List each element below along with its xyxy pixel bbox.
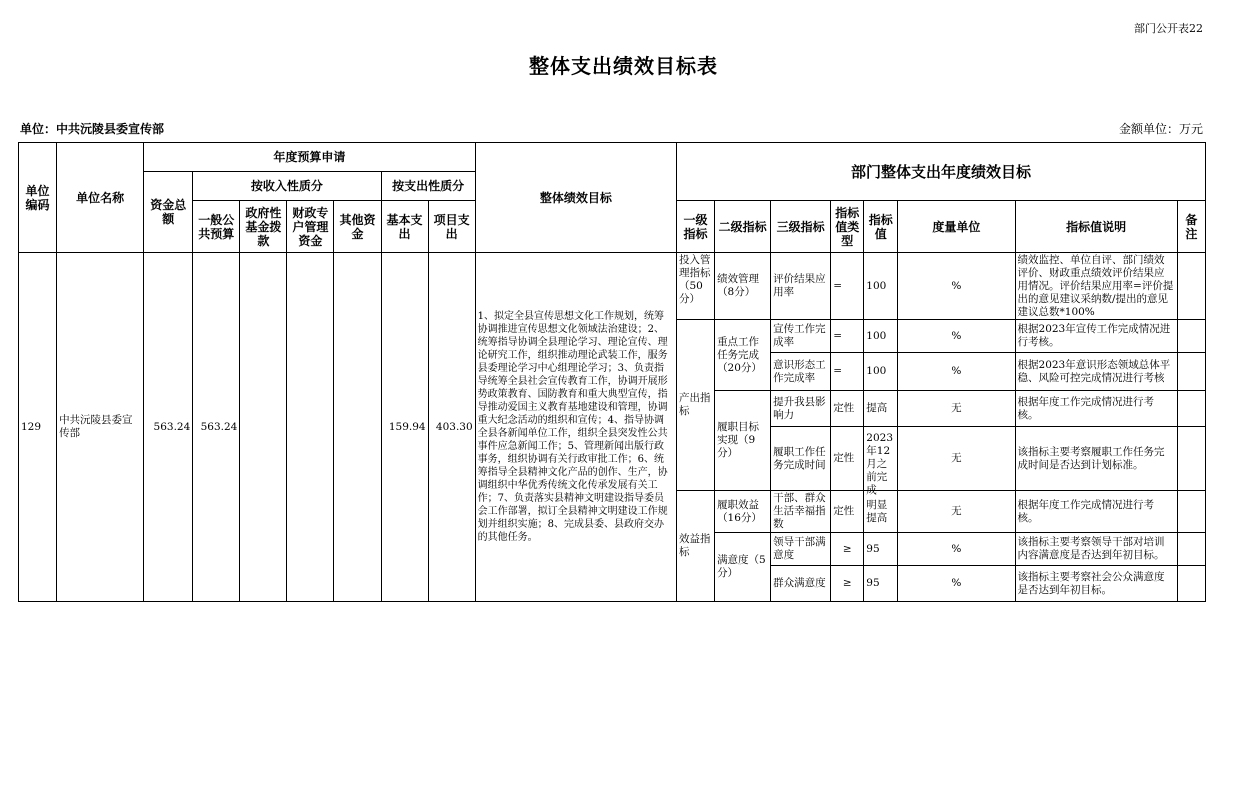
level2-cell: 履职目标实现（9分）: [715, 391, 771, 491]
value-desc-cell: 根据年度工作完成情况进行考核。: [1015, 491, 1177, 533]
value-desc-cell: 该指标主要考察社会公众满意度是否达到年初目标。: [1015, 566, 1177, 602]
project-expense-cell: 403.30: [428, 253, 475, 602]
value-cell: 提高: [864, 391, 898, 427]
header-value-type: 指标值类型: [831, 201, 864, 253]
value-desc-cell: 该指标主要考察履职工作任务完成时间是否达到计划标准。: [1015, 427, 1177, 491]
remark-cell: [1177, 253, 1205, 320]
value-desc-cell: 该指标主要考察领导干部对培训内容满意度是否达到年初目标。: [1015, 533, 1177, 566]
gov-fund-cell: [240, 253, 287, 602]
level3-cell: 意识形态工作完成率: [771, 353, 831, 391]
total-funds-cell: 563.24: [144, 253, 193, 602]
header-level3: 三级指标: [771, 201, 831, 253]
value-type-cell: =: [831, 320, 864, 353]
measure-unit-cell: 无: [898, 491, 1015, 533]
level2-cell: 满意度（5分）: [715, 533, 771, 602]
measure-unit-cell: 无: [898, 427, 1015, 491]
level3-cell: 干部、群众生活幸福指数: [771, 491, 831, 533]
measure-unit-cell: 无: [898, 391, 1015, 427]
level3-cell: 宣传工作完成率: [771, 320, 831, 353]
header-project-expense: 项目支出: [428, 201, 475, 253]
value-desc-text: 绩效监控、单位自评、部门绩效评价、财政重点绩效评价结果应用情况。评价结果应用率=评价提出的意见建议采纳数/提出的意见建议总数*100%: [1017, 254, 1174, 318]
unit-line: 单位：中共沅陵县委宣传部: [20, 122, 165, 136]
level3-cell: 履职工作任务完成时间: [771, 427, 831, 491]
value-cell: 明显提高: [864, 491, 898, 533]
header-other-funds: 其他资金: [334, 201, 381, 253]
level1-cell: 产出指标: [677, 320, 715, 491]
level2-cell: 重点工作任务完成（20分）: [715, 320, 771, 391]
value-type-cell: ≥: [831, 533, 864, 566]
header-value-desc: 指标值说明: [1015, 201, 1177, 253]
unit-name-cell: 中共沅陵县委宣传部: [57, 253, 144, 602]
general-budget-cell: 563.24: [193, 253, 240, 602]
header-by-expense: 按支出性质分: [381, 172, 475, 201]
remark-cell: [1177, 320, 1205, 353]
remark-cell: [1177, 566, 1205, 602]
value-cell: 100: [864, 320, 898, 353]
header-remark: 备注: [1177, 201, 1205, 253]
value-type-cell: =: [831, 253, 864, 320]
remark-cell: [1177, 427, 1205, 491]
value-desc-cell: [1015, 253, 1177, 320]
value-type-cell: 定性: [831, 491, 864, 533]
header-level2: 二级指标: [715, 201, 771, 253]
level2-cell: 履职效益（16分）: [715, 491, 771, 533]
header-value: 指标值: [864, 201, 898, 253]
level3-cell: 评价结果应用率: [771, 253, 831, 320]
value-desc-cell: 根据2023年意识形态领域总体平稳、风险可控完成情况进行考核: [1015, 353, 1177, 391]
measure-unit-cell: %: [898, 533, 1015, 566]
value-cell: [864, 427, 898, 496]
level3-cell: 领导干部满意度: [771, 533, 831, 566]
header-general-budget: 一般公共预算: [193, 201, 240, 253]
value-desc-cell: 根据2023年宣传工作完成情况进行考核。: [1015, 320, 1177, 353]
header-budget-request: 年度预算申请: [144, 143, 475, 172]
page-title: 整体支出绩效目标表: [529, 54, 718, 78]
sheet-number: 部门公开表22: [1134, 22, 1203, 35]
value-cell: 95: [864, 533, 898, 566]
level1-cell: 投入管理指标（50分）: [677, 253, 715, 320]
special-account-cell: [287, 253, 334, 602]
header-by-income: 按收入性质分: [193, 172, 381, 201]
header-measure-unit: 度量单位: [898, 201, 1015, 253]
header-unit-code: 单位编码: [19, 143, 57, 253]
remark-cell: [1177, 491, 1205, 533]
remark-cell: [1177, 353, 1205, 391]
header-gov-fund: 政府性基金拨款: [240, 201, 287, 253]
measure-unit-cell: %: [898, 320, 1015, 353]
level2-cell: 绩效管理（8分）: [715, 253, 771, 320]
header-level1: 一级指标: [677, 201, 715, 253]
table-row: [19, 253, 1206, 320]
measure-unit-cell: %: [898, 566, 1015, 602]
value-type-cell: =: [831, 353, 864, 391]
level3-cell: 群众满意度: [771, 566, 831, 602]
remark-cell: [1177, 533, 1205, 566]
measure-unit-cell: %: [898, 353, 1015, 391]
value-cell: 95: [864, 566, 898, 602]
value-desc-cell: 根据年度工作完成情况进行考核。: [1015, 391, 1177, 427]
overall-goal-cell: 1、拟定全县宣传思想文化工作规划，统筹协调推进宣传思想文化领域法治建设；2、统筹指导协调全县理论学习、理论宣传、理论研究工作，组织推动理论武装工作，服务县委理论学习中心组理论学习；3、负责指导统筹全县社会宣传教育工作，协调开展形势政策教育、国防教育和重大典型宣传，指导推动爱国主义教育基地建设和管理，协调重大纪念活动的组织和宣传；4、指导协调全县各新闻单位工作，组织全县突发性公共事件应急新闻工作；5、管理新闻出版行政事务，组织协调有关行政审批工作；6、统筹指导全县精神文化产品的创作、生产，协调组织中华优秀传统文化传承发展有关工作；7、负责落实县精神文明建设指导委员会工作部署，拟订全县精神文明建设工作规划并组织实施；8、完成县委、县政府交办的其他任务。: [475, 253, 676, 602]
level1-cell: 效益指标: [677, 491, 715, 602]
remark-cell: [1177, 391, 1205, 427]
value-cell: 100: [864, 353, 898, 391]
value-text: 2023年12月之前完成: [866, 431, 894, 496]
unit-code-cell: 129: [19, 253, 57, 602]
measure-unit-cell: %: [898, 253, 1015, 320]
performance-table: [18, 142, 1206, 602]
other-funds-cell: [334, 253, 381, 602]
header-dept-goal: 部门整体支出年度绩效目标: [677, 143, 1206, 201]
level3-cell: 提升我县影响力: [771, 391, 831, 427]
header-unit-name: 单位名称: [57, 143, 144, 253]
header-overall-goal: 整体绩效目标: [475, 143, 676, 253]
header-special-account: 财政专户管理资金: [287, 201, 334, 253]
value-type-cell: 定性: [831, 427, 864, 491]
value-type-cell: 定性: [831, 391, 864, 427]
basic-expense-cell: 159.94: [381, 253, 428, 602]
money-unit: 金额单位：万元: [1118, 122, 1203, 136]
header-total-funds: 资金总额: [144, 172, 193, 253]
header-basic-expense: 基本支出: [381, 201, 428, 253]
value-cell: 100: [864, 253, 898, 320]
value-type-cell: ≥: [831, 566, 864, 602]
